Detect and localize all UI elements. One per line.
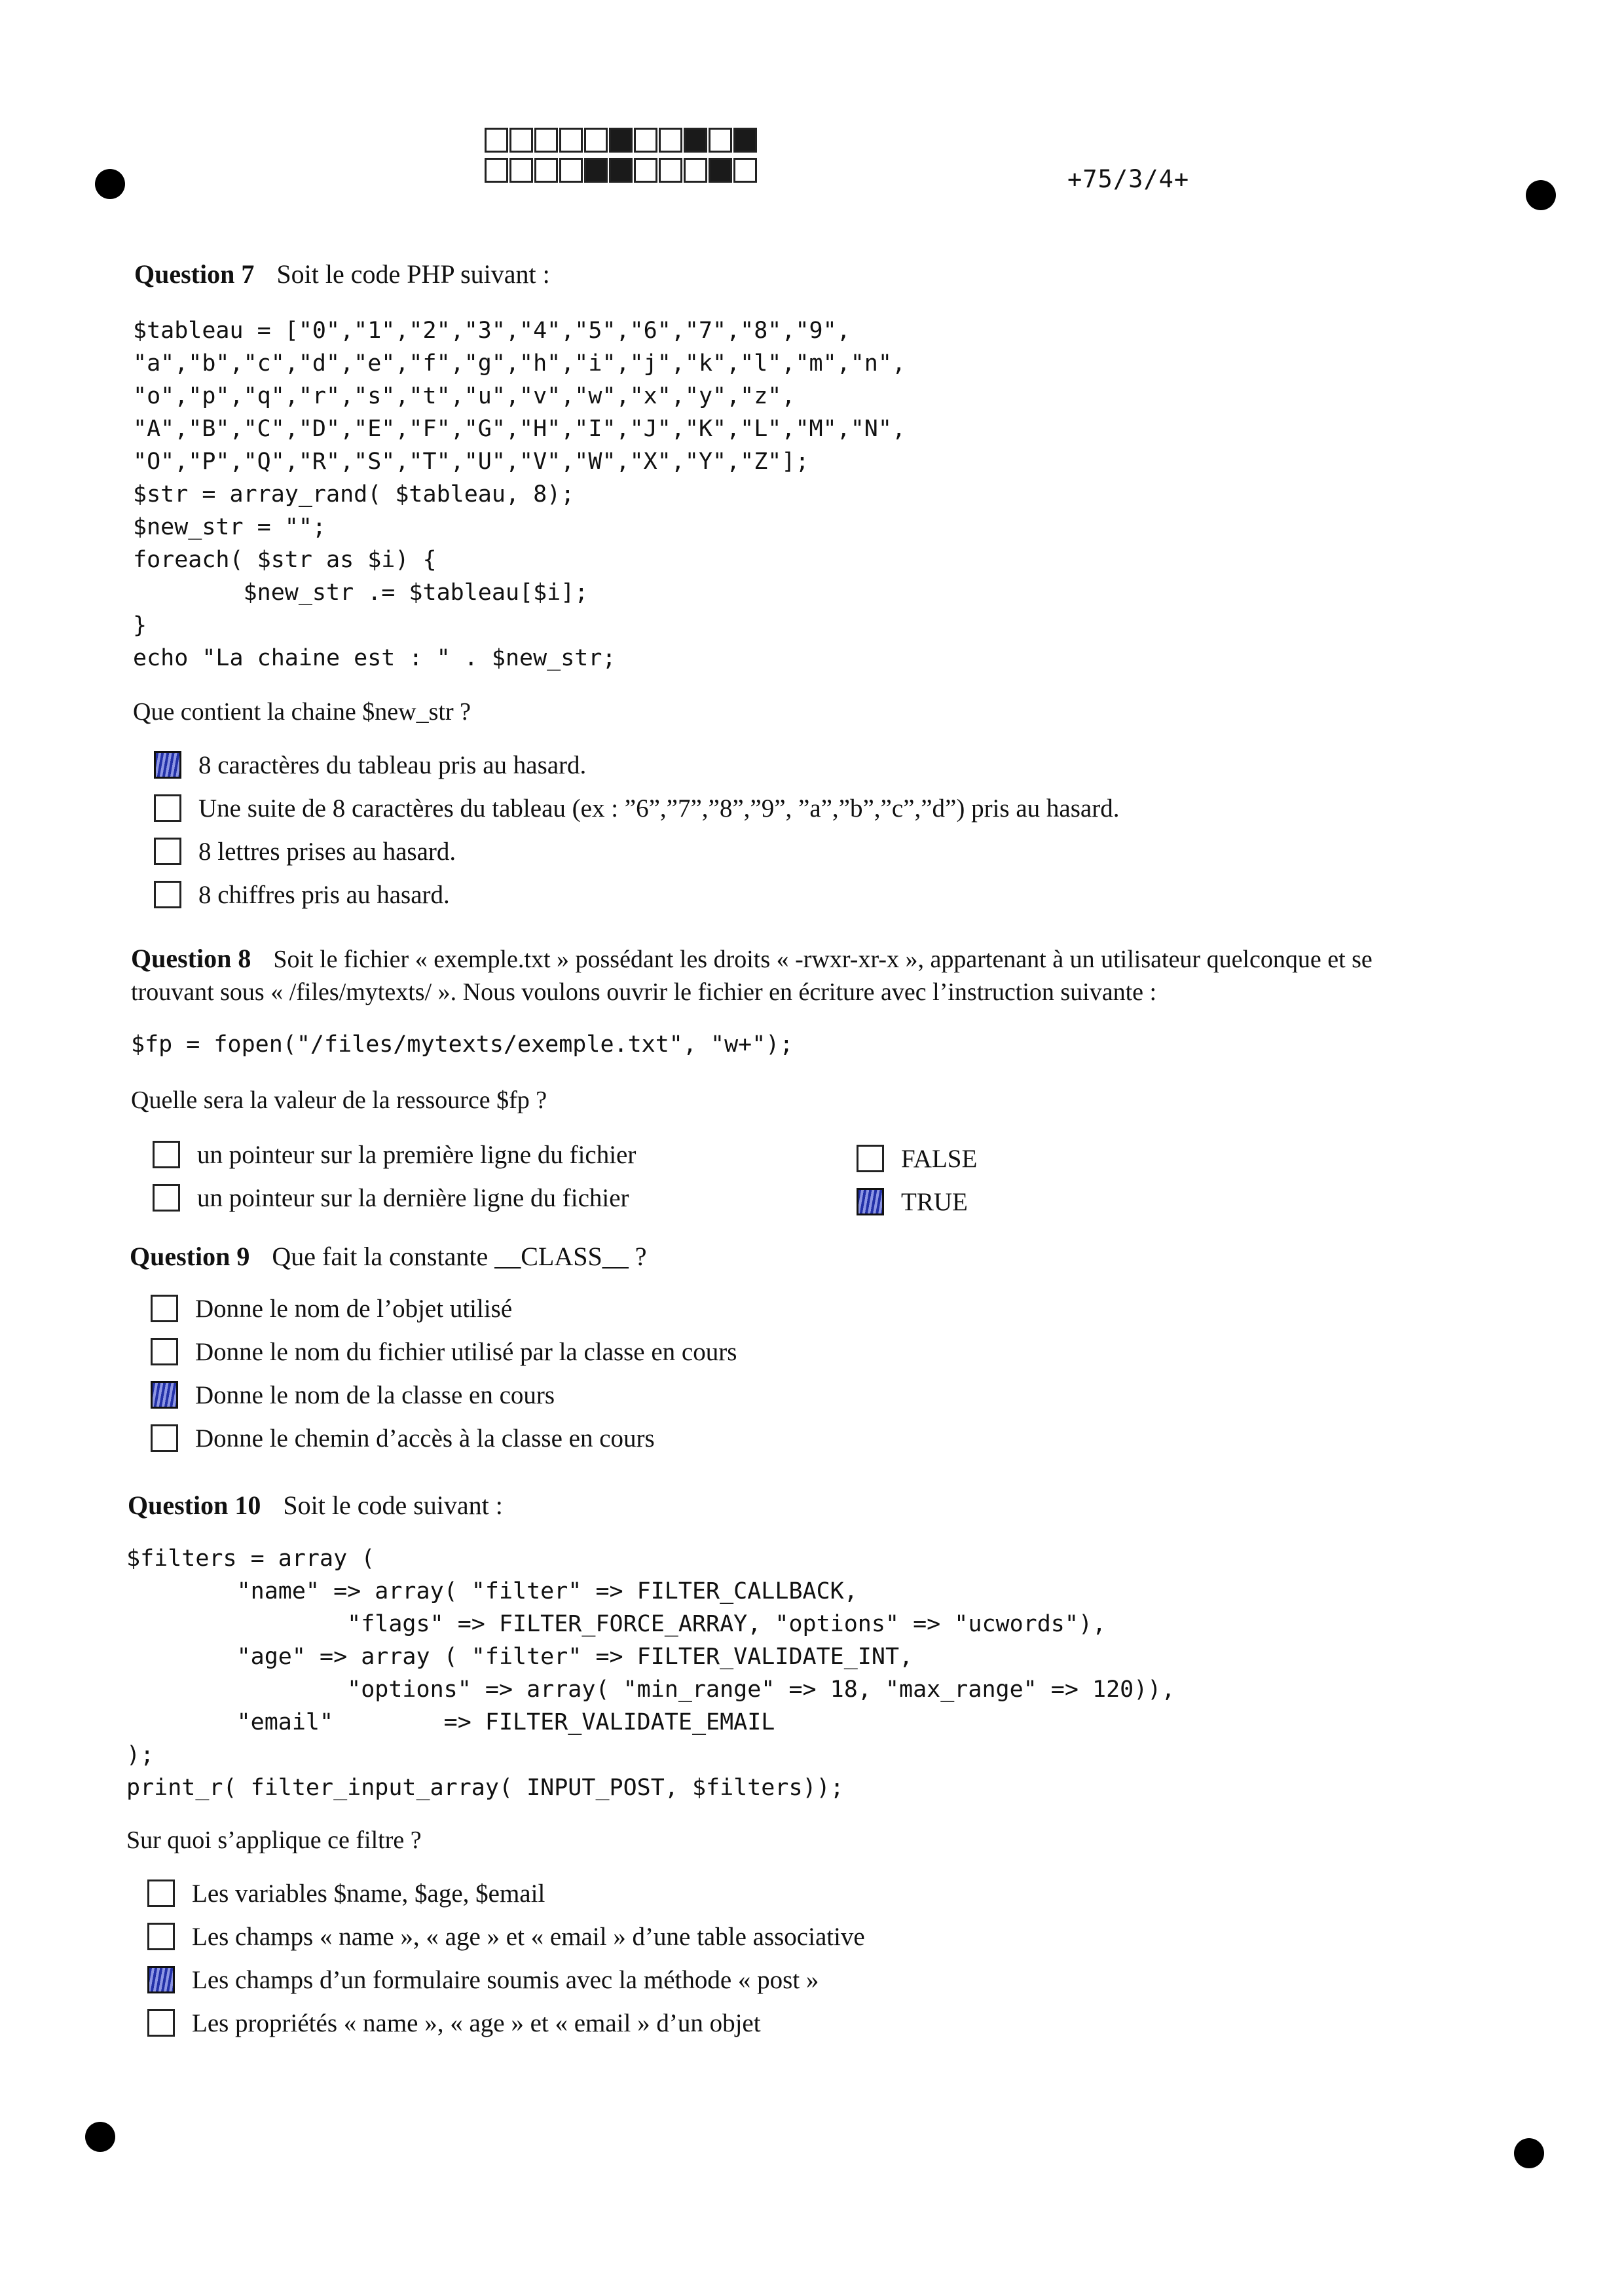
answer-checkbox[interactable] (154, 838, 181, 865)
answer-option[interactable] (154, 830, 1119, 873)
answer-checkbox[interactable] (154, 751, 181, 779)
answer-label: Les variables $name, $age, $email (192, 1879, 545, 1908)
answer-option[interactable] (147, 2001, 865, 2045)
answer-label: Les champs « name », « age » et « email » d’une table associative (192, 1922, 865, 1951)
answer-checkbox[interactable] (153, 1141, 180, 1168)
answer-label: Les propriétés « name », « age » et « email » d’un objet (192, 2009, 761, 2037)
answer-checkbox[interactable] (151, 1381, 178, 1409)
question-10-question: Sur quoi s’applique ce filtre ? (126, 1826, 422, 1854)
answer-label: Donne le nom de l’objet utilisé (195, 1294, 513, 1323)
answer-option[interactable] (153, 1176, 636, 1219)
page-id: +75/3/4+ (1067, 165, 1190, 193)
barcode-cell (509, 158, 533, 183)
answer-label: 8 chiffres pris au hasard. (198, 880, 450, 909)
answer-option[interactable] (151, 1373, 737, 1416)
page-barcode (485, 128, 758, 188)
registration-dot-top-right (1526, 180, 1556, 210)
answer-label: Une suite de 8 caractères du tableau (ex : ”6”,”7”,”8”,”9”, ”a”,”b”,”c”,”d”) pris au hasard. (198, 794, 1120, 823)
barcode-cell (559, 158, 583, 183)
answer-checkbox[interactable] (151, 1338, 178, 1365)
question-9-answers (151, 1287, 737, 1460)
question-8-code: $fp = fopen("/files/mytexts/exemple.txt", "w+"); (131, 1031, 794, 1058)
answer-option[interactable] (151, 1330, 737, 1373)
barcode-cell (485, 128, 508, 153)
barcode-cell (534, 158, 558, 183)
barcode-cell (584, 158, 608, 183)
answer-option[interactable] (857, 1137, 977, 1180)
question-8-prompt-line2: trouvant sous « /files/mytexts/ ». Nous voulons ouvrir le fichier en écriture avec l’instruction suivante : (131, 978, 1157, 1006)
question-number: Question 8 (131, 944, 251, 973)
question-prompt: Soit le fichier « exemple.txt » possédant les droits « -rwxr-xr-x », appartenant à un utilisateur quelconque et se (273, 946, 1373, 973)
question-7-header (134, 259, 550, 289)
answer-checkbox[interactable] (147, 2009, 175, 2037)
answer-label: 8 lettres prises au hasard. (198, 837, 456, 866)
answer-checkbox[interactable] (151, 1424, 178, 1452)
question-number: Question 7 (134, 259, 255, 289)
answer-label: Les champs d’un formulaire soumis avec la méthode « post » (192, 1965, 819, 1994)
barcode-cell (659, 158, 682, 183)
answer-label: un pointeur sur la dernière ligne du fichier (197, 1183, 629, 1212)
answer-option[interactable] (154, 743, 1119, 787)
answer-option[interactable] (857, 1180, 977, 1223)
question-number: Question 9 (130, 1242, 250, 1271)
question-number: Question 10 (128, 1491, 261, 1520)
barcode-cell (485, 158, 508, 183)
answer-checkbox[interactable] (151, 1295, 178, 1322)
registration-dot-bottom-right (1514, 2138, 1544, 2168)
barcode-cell (534, 128, 558, 153)
question-8-question: Quelle sera la valeur de la ressource $fp ? (131, 1086, 547, 1114)
barcode-cell (659, 128, 682, 153)
question-prompt: Soit le code PHP suivant : (276, 259, 550, 289)
barcode-cell (709, 158, 732, 183)
barcode-cell (634, 128, 657, 153)
barcode-cell (733, 128, 757, 153)
barcode-cell (559, 128, 583, 153)
barcode-cell (709, 128, 732, 153)
question-10-code: $filters = array ( "name" => array( "filter" => FILTER_CALLBACK, "flags" => FILTER_FORCE_ARRAY, "options" => "ucwords"), "age" => array ( "filter" => FILTER_VALIDATE_INT, "options" => array( "min_range" => 18, "max_range" => 120)), "email" => FILTER_VALIDATE_EMAIL ); print_r( filter_input_array( INPUT_POST, $filters)); (126, 1546, 1175, 1801)
answer-checkbox[interactable] (147, 1966, 175, 1993)
barcode-cell (684, 158, 707, 183)
answer-option[interactable] (147, 1915, 865, 1958)
question-9-header (130, 1241, 646, 1272)
barcode-row (485, 158, 758, 183)
answer-checkbox[interactable] (154, 794, 181, 822)
barcode-cell (634, 158, 657, 183)
answer-checkbox[interactable] (857, 1145, 884, 1172)
answer-label: Donne le nom du fichier utilisé par la classe en cours (195, 1337, 737, 1366)
answer-checkbox[interactable] (857, 1188, 884, 1215)
answer-option[interactable] (151, 1287, 737, 1330)
answer-option[interactable] (154, 787, 1119, 830)
barcode-cell (584, 128, 608, 153)
answer-label: TRUE (901, 1187, 968, 1216)
answer-label: Donne le nom de la classe en cours (195, 1380, 555, 1409)
answer-option[interactable] (153, 1133, 636, 1176)
question-7-code: $tableau = ["0","1","2","3","4","5","6","7","8","9", "a","b","c","d","e","f","g","h","i","j","k","l","m","n", "o","p","q","r","s","t","u","v","w","x","y","z", "A","B","C","D","E","F","G","H","I","J","K","L","M","N", "O","P","Q","R","S","T","U","V","W","X","Y","Z"]; $str = array_rand( $tableau, 8); $new_str = ""; foreach( $str as $i) { $new_str .= $tableau[$i]; } echo "La chaine est : " . $new_str; (133, 318, 906, 671)
answer-option[interactable] (147, 1958, 865, 2001)
registration-dot-bottom-left (85, 2122, 115, 2152)
answer-option[interactable] (151, 1416, 737, 1460)
answer-checkbox[interactable] (147, 1923, 175, 1950)
question-10-answers (147, 1872, 865, 2045)
answer-label: 8 caractères du tableau pris au hasard. (198, 750, 587, 779)
barcode-cell (609, 128, 633, 153)
barcode-cell (509, 128, 533, 153)
question-prompt: Soit le code suivant : (283, 1491, 503, 1520)
question-7-question: Que contient la chaine $new_str ? (133, 698, 471, 726)
barcode-row (485, 128, 758, 153)
question-8-answers-right (857, 1137, 977, 1223)
barcode-cell (609, 158, 633, 183)
answer-label: FALSE (901, 1144, 978, 1173)
question-8-answers-left (153, 1133, 636, 1219)
question-10-header (128, 1490, 503, 1521)
barcode-cell (733, 158, 757, 183)
question-prompt: Que fait la constante __CLASS__ ? (272, 1242, 647, 1271)
answer-label: Donne le chemin d’accès à la classe en cours (195, 1424, 655, 1453)
question-7-answers (154, 743, 1119, 916)
answer-option[interactable] (147, 1872, 865, 1915)
answer-checkbox[interactable] (147, 1879, 175, 1907)
answer-checkbox[interactable] (153, 1184, 180, 1212)
answer-checkbox[interactable] (154, 881, 181, 908)
answer-option[interactable] (154, 873, 1119, 916)
question-8-header (131, 943, 1373, 974)
answer-label: un pointeur sur la première ligne du fichier (197, 1140, 637, 1169)
barcode-cell (684, 128, 707, 153)
registration-dot-top-left (95, 169, 125, 199)
